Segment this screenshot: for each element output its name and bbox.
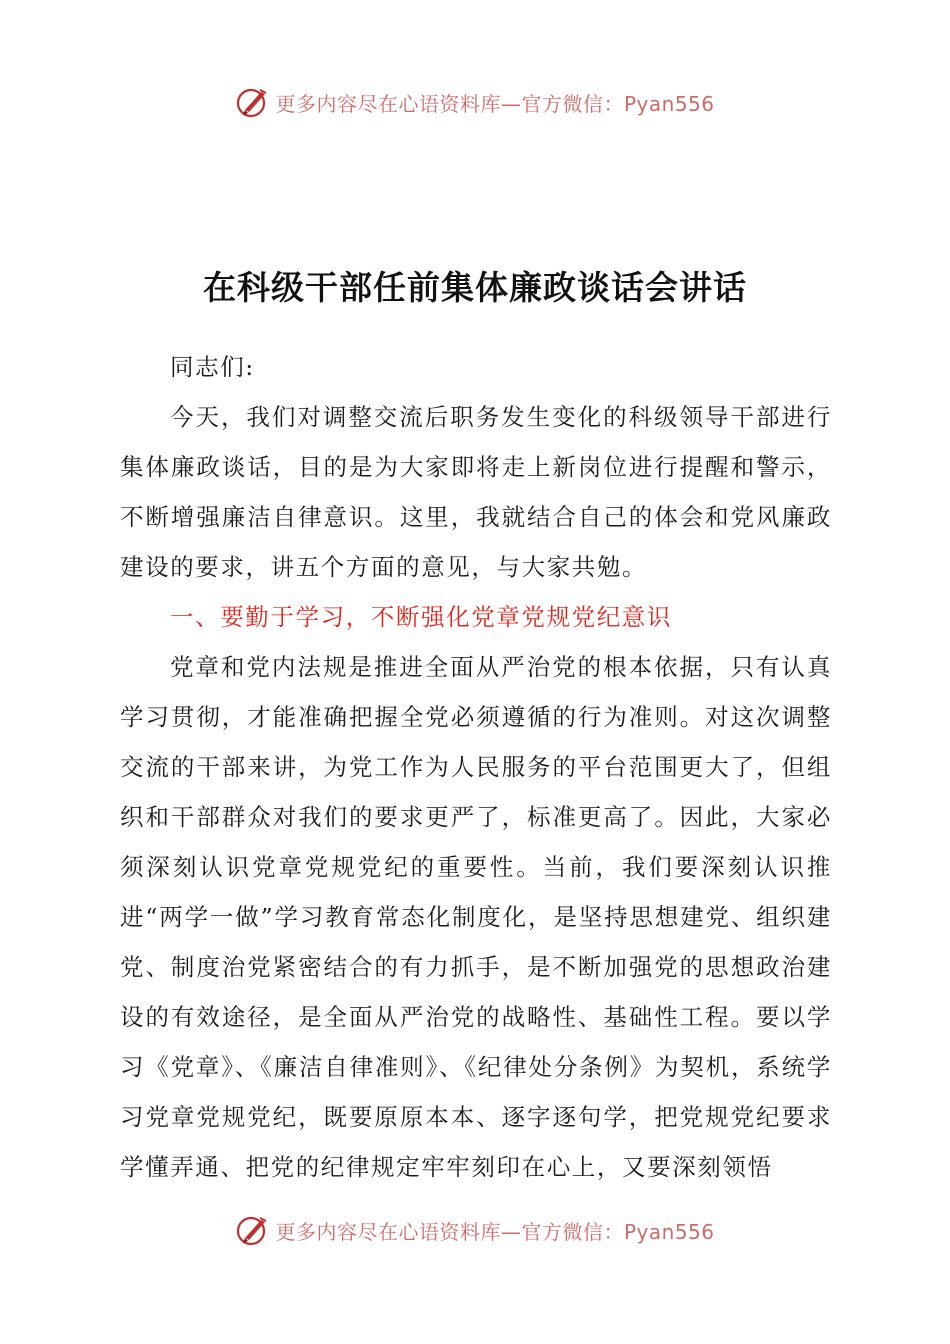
document-body xyxy=(120,342,832,1192)
salutation: 同志们: xyxy=(170,353,255,381)
paragraph-intro: 今天，我们对调整交流后职务发生变化的科级领导干部进行集体廉政谈话，目的是为大家即将走上新岗位进行提醒和警示，不断增强廉洁自律意识。这里，我就结合自己的体会和党风廉政建设的要求，讲五个方面的意见，与大家共勉。 xyxy=(120,403,832,581)
banner-text: 更多内容尽在心语资料库—官方微信：Pyan556 xyxy=(275,91,715,116)
document-title: 在科级干部任前集体廉政谈话会讲话 xyxy=(203,268,747,307)
pen-logo-icon xyxy=(235,84,271,120)
header-banner xyxy=(0,82,950,122)
section-heading-1: 一、要勤于学习，不断强化党章党规党纪意识 xyxy=(170,603,672,631)
pen-logo-icon xyxy=(235,1212,271,1248)
footer-banner xyxy=(0,1210,950,1250)
paragraph-section-1: 党章和党内法规是推进全面从严治党的根本依据，只有认真学习贯彻，才能准确把握全党必须遵循的行为准则。对这次调整交流的干部来讲，为党工作为人民服务的平台范围更大了，但组织和干部群众对我们的要求更严了，标准更高了。因此，大家必须深刻认识党章党规党纪的重要性。当前，我们要深刻认识推进“两学一做”学习教育常态化制度化，是坚持思想建党、组织建党、制度治党紧密结合的有力抓手，是不断加强党的思想政治建设的有效途径，是全面从严治党的战略性、基础性工程。要以学习《党章》、《廉洁自律准则》、《纪律处分条例》为契机，系统学习党章党规党纪，既要原原本本、逐字逐句学，把党规党纪要求学懂弄通、把党的纪律规定牢牢刻印在心上，又要深刻领悟 xyxy=(120,653,832,1181)
banner-text: 更多内容尽在心语资料库—官方微信：Pyan556 xyxy=(275,1219,715,1244)
